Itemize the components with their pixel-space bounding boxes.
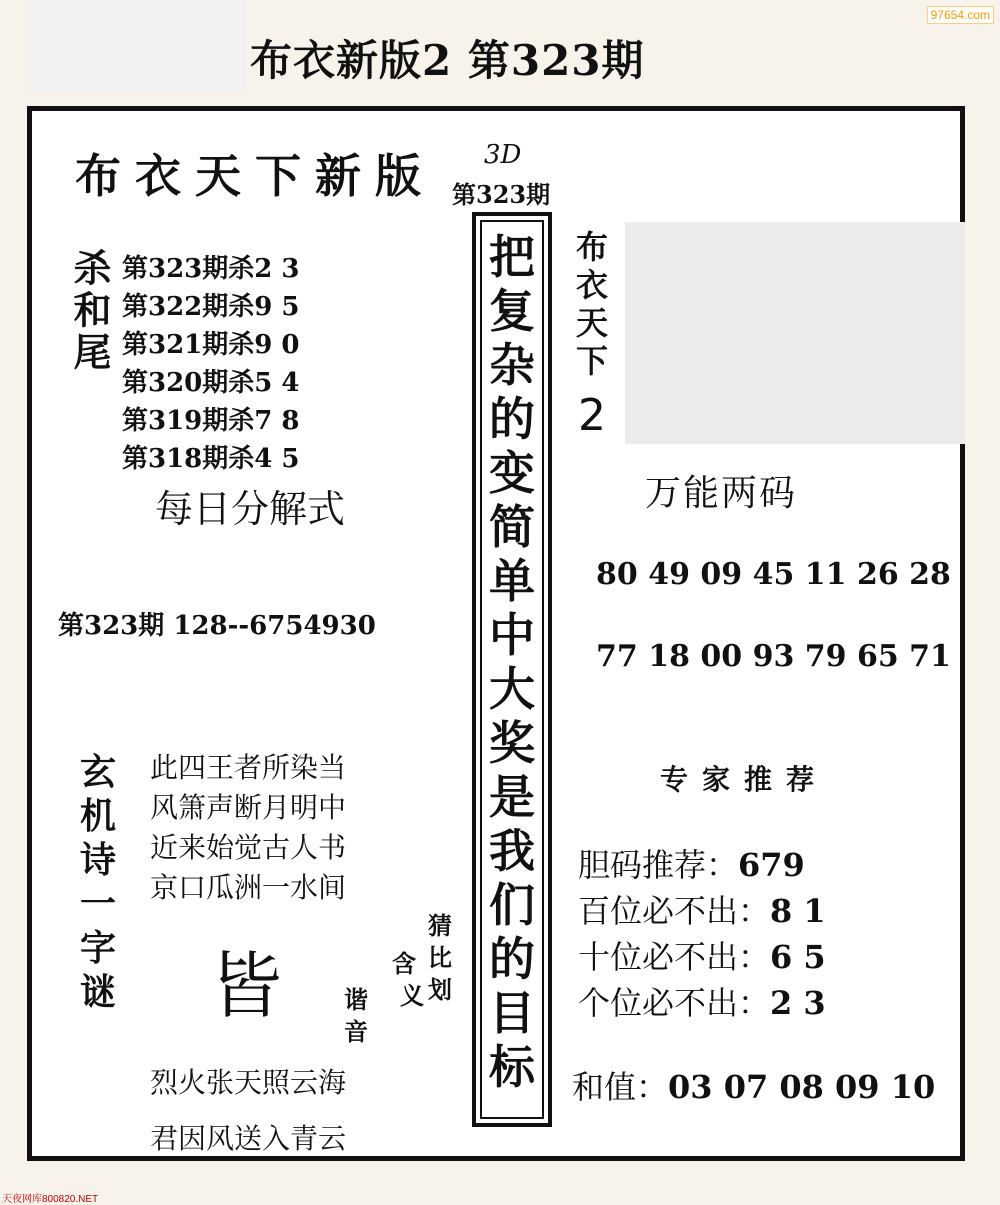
slogan-char: 奖 — [489, 716, 535, 770]
tag-3d: 3D — [484, 140, 522, 170]
list-item: 第320期杀5 4 — [122, 368, 300, 398]
recommend-value: 8 1 — [770, 892, 826, 930]
recommend-value: 6 5 — [770, 938, 826, 976]
recommend-row — [578, 888, 826, 934]
header-blank-area — [28, 0, 246, 92]
slogan-char: 中 — [489, 608, 535, 662]
poem-line: 君因风送入青云 — [150, 1122, 347, 1155]
code-line: 80 49 09 45 11 26 28 — [596, 557, 951, 592]
slogan-char: 把 — [489, 230, 535, 284]
sum-value: 03 07 08 09 10 — [668, 1068, 936, 1106]
hint-char: 猜 — [428, 911, 452, 940]
slogan-column — [472, 212, 552, 1127]
sum-label: 和值： — [572, 1068, 669, 1106]
wanneng-title: 万能两码 — [645, 473, 798, 514]
slogan-char: 简 — [489, 500, 535, 554]
slogan-char: 复 — [489, 284, 535, 338]
slogan-char: 我 — [489, 824, 535, 878]
slogan-char: 单 — [489, 554, 535, 608]
issue-tag: 第323期 — [452, 180, 551, 209]
slogan-char: 变 — [489, 446, 535, 500]
poem-line: 风箫声断月明中 — [150, 791, 347, 824]
blank-image-area — [625, 222, 965, 444]
poem-line: 京口瓜洲一水间 — [150, 871, 347, 904]
hint-char: 义 — [400, 981, 424, 1010]
brand-vertical: 布衣天下 — [575, 228, 608, 380]
slogan-char: 们 — [489, 878, 535, 932]
recommend-label: 个位必不出： — [578, 984, 771, 1022]
list-item: 第318期杀4 5 — [122, 444, 300, 474]
slogan-char: 的 — [489, 392, 535, 446]
poem-lines — [150, 748, 346, 908]
poem-line: 此四王者所染当 — [150, 751, 347, 784]
hint-char: 音 — [344, 1017, 368, 1046]
daily-formula: 第323期 128--6754930 — [58, 611, 376, 641]
poem-line: 烈火张天照云海 — [150, 1066, 347, 1099]
expert-title: 专家推荐 — [660, 763, 829, 796]
list-item: 第319期杀7 8 — [122, 406, 300, 436]
brand-number: 2 — [578, 390, 606, 441]
hint-char: 含 — [392, 949, 416, 978]
wanneng-codes — [596, 534, 951, 698]
recommend-label: 十位必不出： — [578, 938, 771, 976]
list-item: 第322期杀9 5 — [122, 292, 300, 322]
footer-watermark: 天夜网库800820.NET — [2, 1194, 99, 1205]
hint-char: 比 — [428, 943, 452, 972]
slogan-char: 目 — [489, 986, 535, 1040]
poem-label: 玄机诗一字谜 — [79, 751, 116, 1013]
slogan-char: 大 — [489, 662, 535, 716]
slogan-char: 标 — [489, 1040, 535, 1094]
hint-char: 谐 — [344, 985, 368, 1014]
list-item: 第323期杀2 3 — [122, 254, 300, 284]
page-title: 布衣新版2 第323期 — [250, 36, 645, 85]
code-line: 77 18 00 93 79 65 71 — [596, 639, 951, 674]
recommend-row — [578, 934, 826, 980]
site-badge[interactable]: 97654.com — [927, 6, 994, 24]
poem-answer: 皆 — [210, 944, 283, 1028]
slogan-char: 的 — [489, 932, 535, 986]
recommend-row — [578, 980, 826, 1026]
sum-values — [572, 1062, 935, 1108]
recommend-list — [578, 842, 826, 1026]
kill-tail-list — [122, 250, 300, 478]
recommend-value: 679 — [738, 846, 805, 884]
recommend-value: 2 3 — [770, 984, 826, 1022]
daily-title: 每日分解式 — [155, 487, 346, 531]
kill-tail-label: 杀和尾 — [67, 248, 112, 374]
list-item: 第321期杀9 0 — [122, 330, 300, 360]
hint-char: 划 — [428, 975, 452, 1004]
slogan-char: 杂 — [489, 338, 535, 392]
recommend-label: 百位必不出： — [578, 892, 771, 930]
slogan-char: 是 — [489, 770, 535, 824]
recommend-label: 胆码推荐： — [578, 846, 739, 884]
bottom-poem — [150, 1055, 346, 1167]
recommend-row — [578, 842, 826, 888]
brand-heading: 布衣天下新版 — [75, 149, 435, 203]
poem-line: 近来始觉古人书 — [150, 831, 347, 864]
